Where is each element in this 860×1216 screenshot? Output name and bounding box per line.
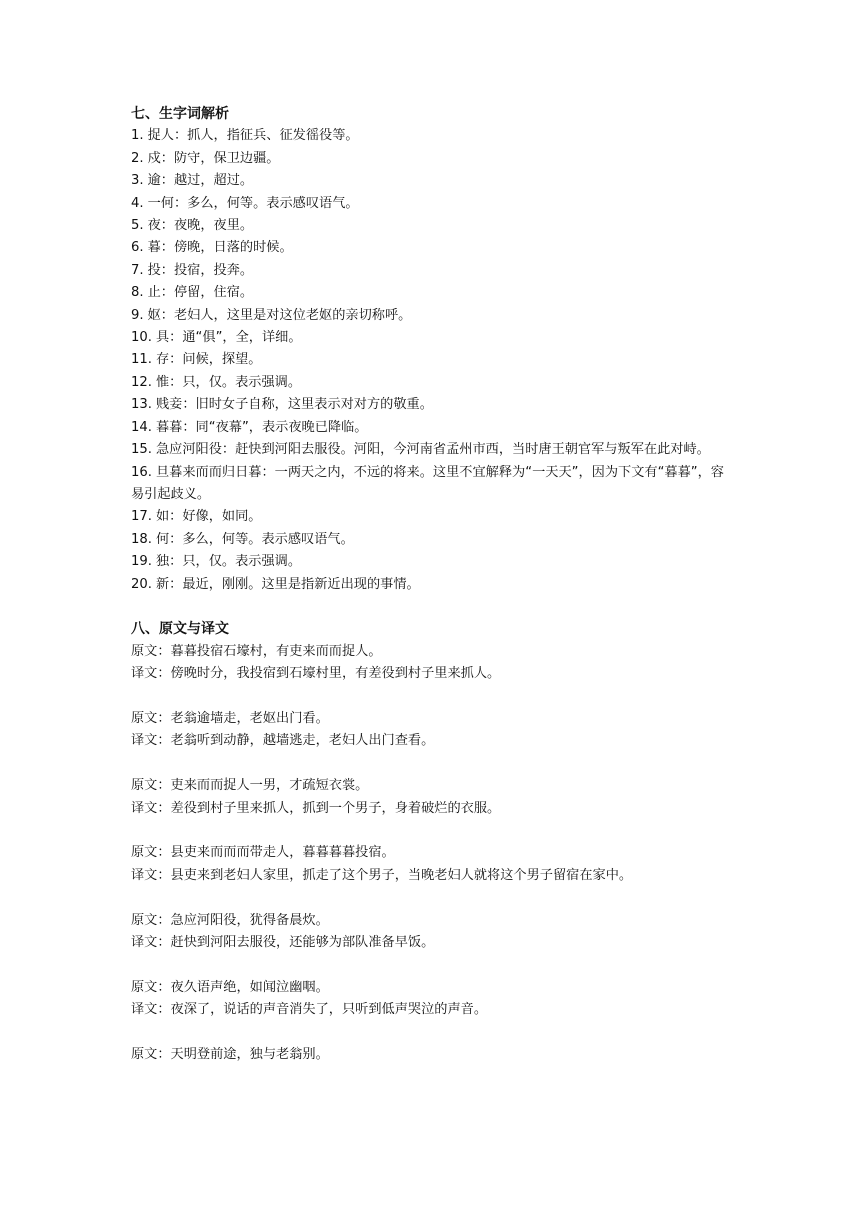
- vocab-item: [131, 237, 736, 259]
- vocab-text: 暮暮：同“夜幕”，表示夜晚已降临。: [155, 419, 368, 435]
- vocab-item: [131, 349, 736, 371]
- spacer: [131, 954, 736, 976]
- original-text: 原文：暮暮投宿石壕村，有吏来而而捉人。: [131, 643, 382, 659]
- vocab-text: 具：通“俱”，全，详细。: [155, 330, 302, 346]
- vocab-number: 20.: [131, 576, 152, 592]
- original-text: 原文：夜久语声绝，如闻泣幽咽。: [131, 979, 329, 995]
- vocab-item: [131, 282, 736, 304]
- spacer: [131, 753, 736, 775]
- vocab-item: [131, 372, 736, 394]
- vocab-item: [131, 394, 736, 416]
- vocab-text: 如：好像，如同。: [155, 509, 262, 525]
- vocab-number: 9.: [131, 307, 144, 323]
- translation-text: 译文：傍晚时分，我投宿到石壕村里，有差役到村子里来抓人。: [131, 666, 501, 682]
- original-text: 原文：县吏来而而而带走人，暮暮暮暮投宿。: [131, 845, 395, 861]
- vocab-number: 11.: [131, 352, 152, 368]
- vocab-text: 戍：防守，保卫边疆。: [147, 150, 280, 166]
- vocab-number: 2.: [131, 150, 144, 166]
- vocab-number: 4.: [131, 195, 144, 211]
- translation-text: 译文：夜深了，说话的声音消失了，只听到低声哭泣的声音。: [131, 1002, 488, 1018]
- vocab-text: 暮：傍晚，日落的时候。: [147, 240, 293, 256]
- vocab-item: [131, 305, 736, 327]
- original-text: 原文：天明登前途，独与老翁别。: [131, 1046, 329, 1062]
- vocab-item: [131, 529, 736, 551]
- vocab-number: 7.: [131, 262, 144, 278]
- vocab-number: 5.: [131, 218, 144, 234]
- vocab-text: 新：最近，刚刚。这里是指新近出现的事情。: [155, 576, 420, 592]
- vocab-number: 18.: [131, 531, 152, 547]
- vocab-text: 急应河阳役：赶快到河阳去服役。河阳，今河南省孟州市西，当时唐王朝官军与叛军在此对峙。: [155, 442, 710, 458]
- vocab-number: 15.: [131, 442, 152, 458]
- translation-text: 译文：老翁听到动静，越墙逃走，老妇人出门查看。: [131, 733, 435, 749]
- vocab-text: 投：投宿，投奔。: [147, 262, 254, 278]
- vocab-item: [131, 462, 736, 507]
- translation-text: 译文：差役到村子里来抓人，抓到一个男子，身着破烂的衣服。: [131, 800, 501, 816]
- vocab-text: 旦暮来而而归日暮：一两天之内，不远的将来。这里不宜解释为“一天天”，因为下文有“暮暮”，容易引起歧义。: [131, 464, 724, 502]
- vocab-number: 6.: [131, 240, 144, 256]
- vocab-text: 止：停留，住宿。: [147, 285, 254, 301]
- original-text: 原文：急应河阳役，犹得备晨炊。: [131, 912, 329, 928]
- vocab-item: [131, 260, 736, 282]
- original-text: 原文：老翁逾墙走，老妪出门看。: [131, 710, 329, 726]
- translation-text: 译文：赶快到河阳去服役，还能够为部队准备早饭。: [131, 934, 435, 950]
- vocab-item: [131, 170, 736, 192]
- original-text: 原文：吏来而而捉人一男，才疏短衣裳。: [131, 778, 369, 794]
- vocab-number: 1.: [131, 128, 144, 144]
- vocab-text: 妪：老妇人，这里是对这位老妪的亲切称呼。: [147, 307, 412, 323]
- vocab-number: 10.: [131, 330, 152, 346]
- vocab-text: 存：问候，探望。: [155, 352, 262, 368]
- vocab-item: [131, 125, 736, 147]
- vocab-number: 17.: [131, 509, 152, 525]
- vocab-item: [131, 193, 736, 215]
- section-heading-vocab: 七、生字词解析: [131, 106, 229, 122]
- vocab-item: [131, 551, 736, 573]
- vocab-number: 3.: [131, 173, 144, 189]
- vocab-item: [131, 148, 736, 170]
- vocab-item: [131, 327, 736, 349]
- section-heading-translation: 八、原文与译文: [131, 621, 229, 638]
- vocab-text: 贱妾：旧时女子自称，这里表示对对方的敬重。: [155, 397, 433, 413]
- vocab-number: 8.: [131, 285, 144, 301]
- spacer: [131, 686, 736, 708]
- vocab-number: 19.: [131, 554, 152, 570]
- vocab-number: 14.: [131, 419, 152, 435]
- vocab-item: [131, 574, 736, 596]
- spacer: [131, 1022, 736, 1044]
- vocab-item: [131, 215, 736, 237]
- vocab-item: [131, 439, 736, 461]
- vocab-text: 独：只，仅。表示强调。: [155, 554, 302, 570]
- vocab-number: 12.: [131, 374, 152, 390]
- spacer: [131, 887, 736, 909]
- vocab-item: [131, 417, 736, 439]
- vocab-text: 夜：夜晚，夜里。: [147, 218, 254, 234]
- vocab-text: 惟：只，仅。表示强调。: [155, 374, 302, 390]
- spacer: [131, 596, 736, 618]
- vocab-text: 一何：多么，何等。表示感叹语气。: [147, 195, 359, 211]
- vocab-text: 逾：越过，超过。: [147, 173, 254, 189]
- vocab-text: 捉人：抓人，指征兵、征发徭役等。: [147, 128, 359, 144]
- vocab-number: 13.: [131, 397, 152, 413]
- spacer: [131, 820, 736, 842]
- vocab-number: 16.: [131, 464, 152, 480]
- translation-text: 译文：县吏来到老妇人家里，抓走了这个男子，当晚老妇人就将这个男子留宿在家中。: [131, 867, 633, 883]
- vocab-text: 何：多么，何等。表示感叹语气。: [155, 531, 354, 547]
- vocab-item: [131, 506, 736, 528]
